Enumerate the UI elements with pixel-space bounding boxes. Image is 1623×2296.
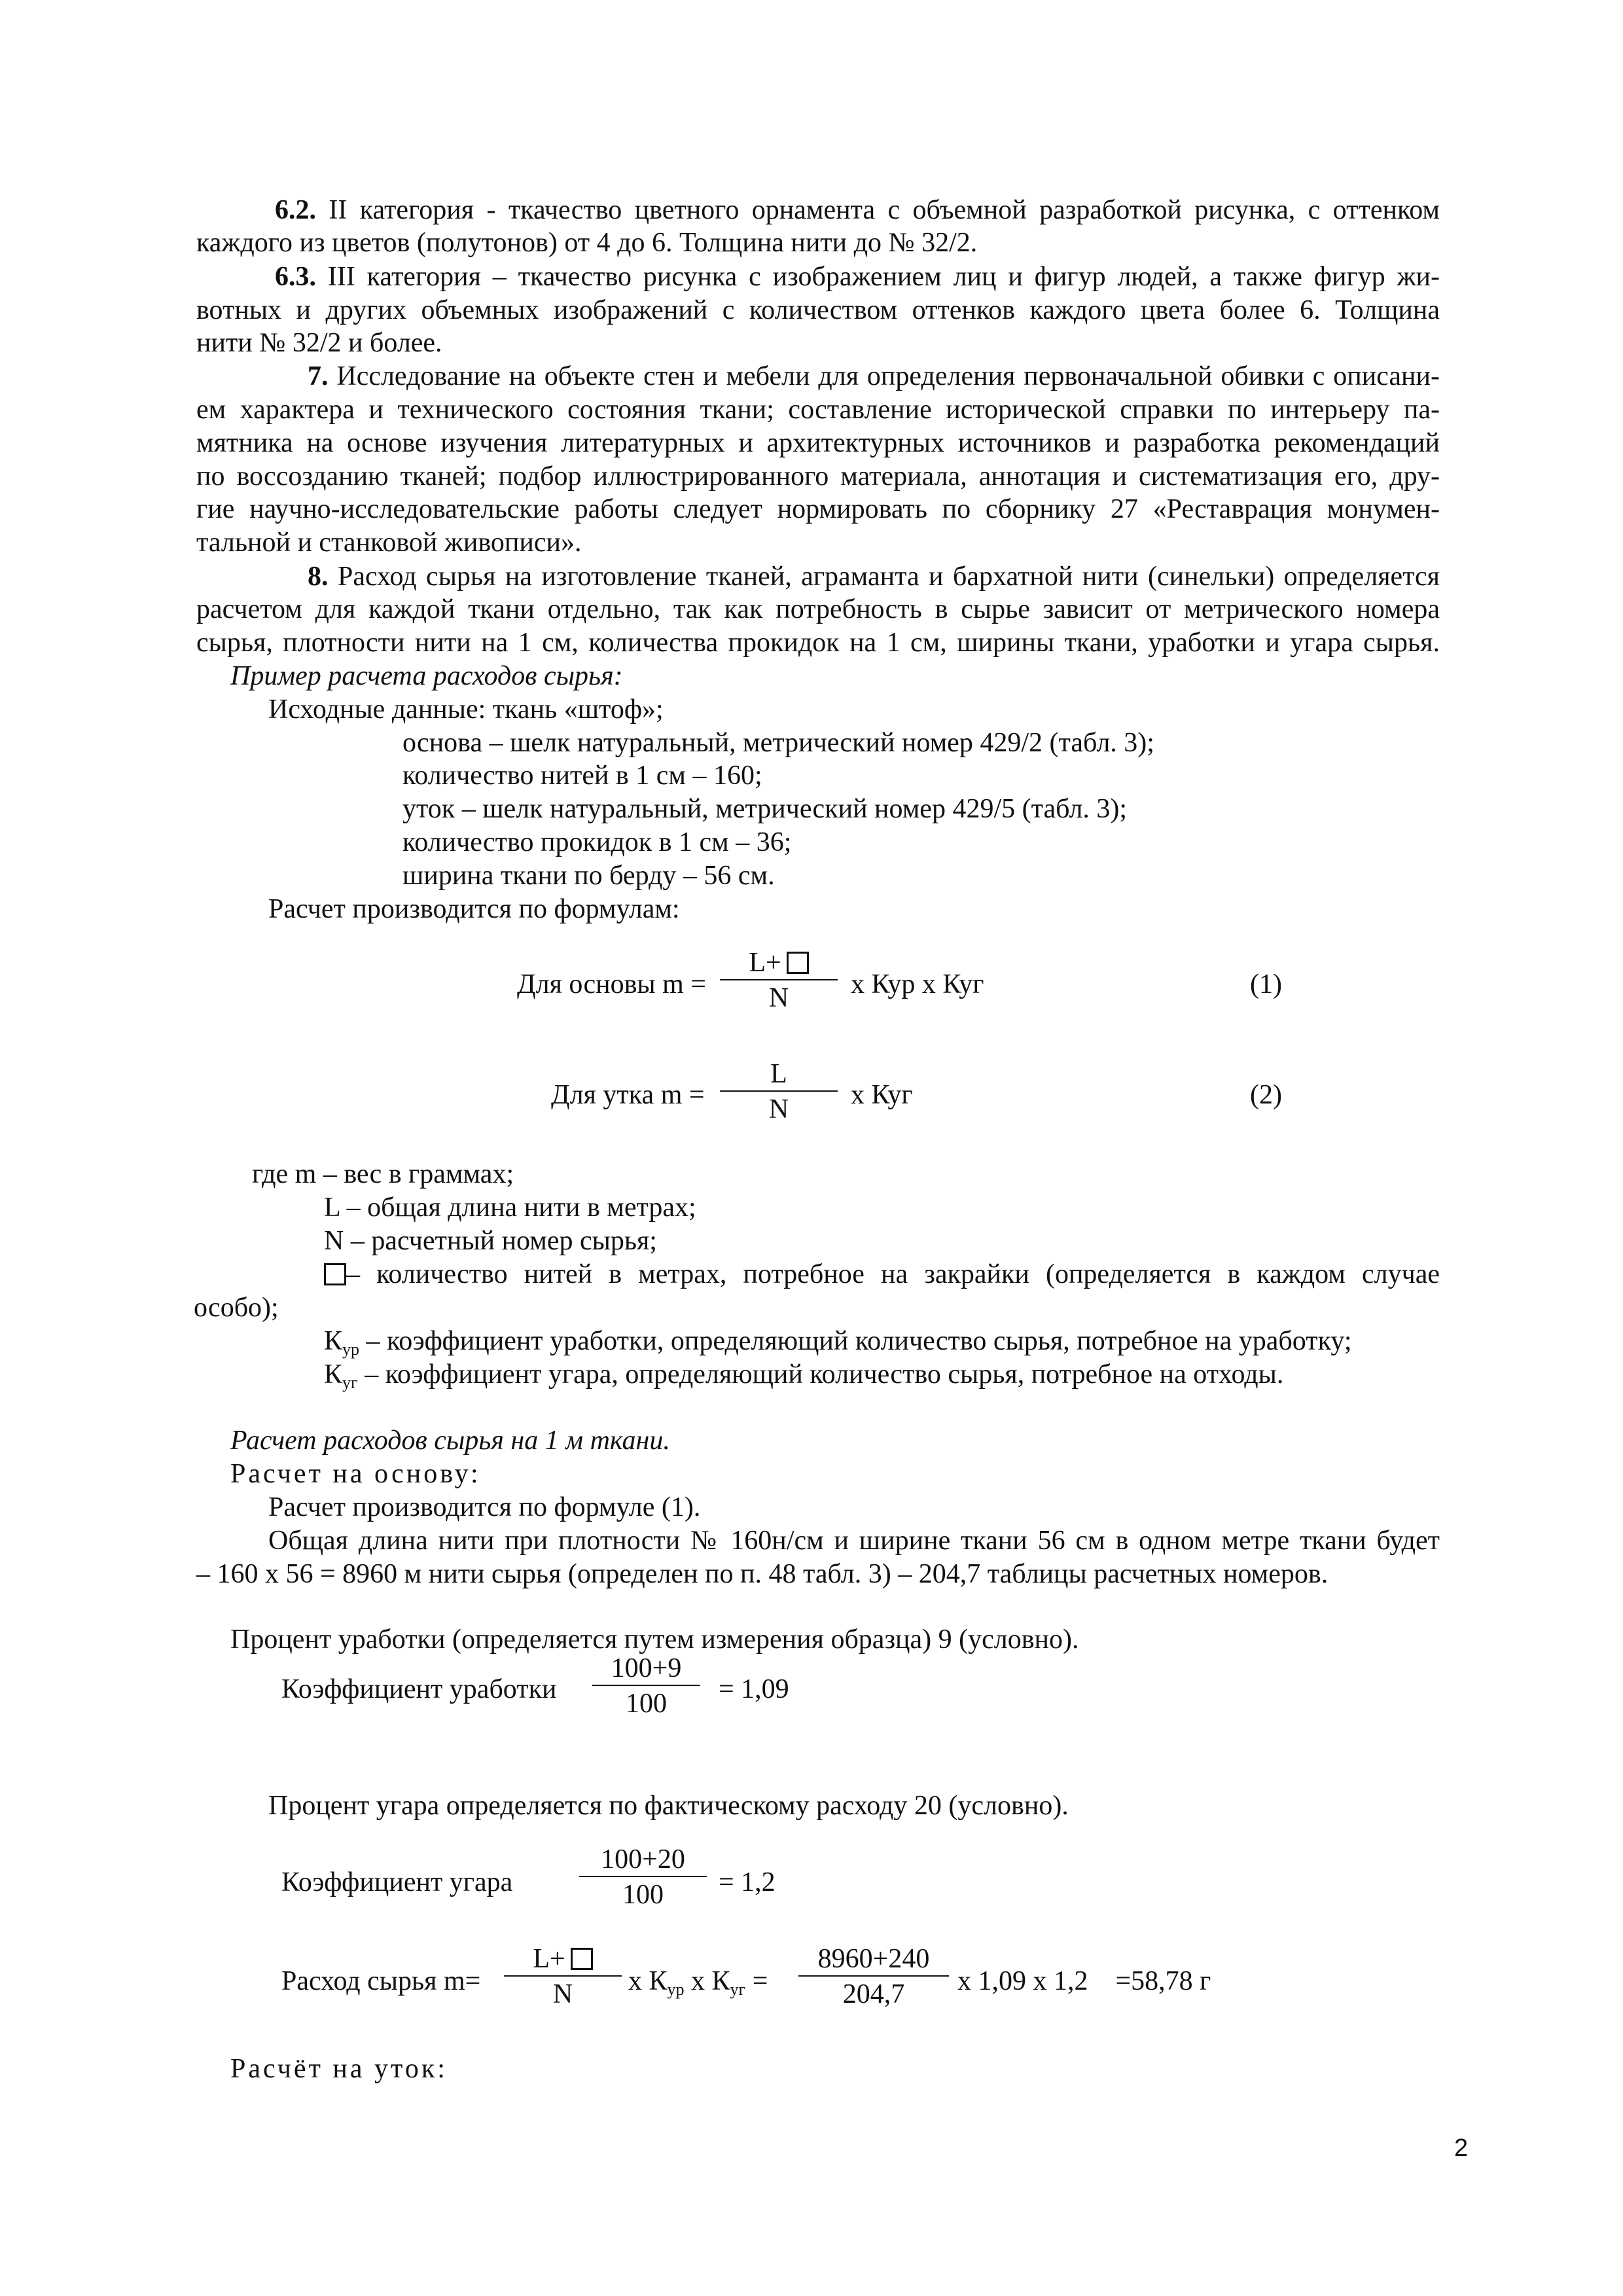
where-N: N – расчетный номер сырья; [324, 1226, 657, 1256]
where-kug: $К_{уг}$ – коэффициент угара, определяющий количество сырья, потребное на отходы. [324, 1359, 1284, 1392]
selvage-box-icon [324, 1263, 346, 1285]
shrink-label: Коэффициент уработки [281, 1674, 557, 1704]
calc-length-line-1: Общая длина нити при плотности № 160н/см и ширине ткани 56 см в одном метре ткани будет [268, 1526, 1440, 1556]
example-heading: Пример расчета расходов сырья: [230, 661, 623, 691]
consumption-label: Расход сырья m= [281, 1966, 481, 1996]
formula-1-tail: x Кур x Куг [851, 969, 984, 999]
para-7-line-6: тальной и станковой живописи». [196, 528, 582, 558]
selvage-box-icon [571, 1948, 593, 1970]
calc-length-line-2: – 160 x 56 = 8960 м нити сырья (определен по п. 48 табл. 3) – 204,7 таблицы расчетных номеров. [196, 1559, 1329, 1589]
waste-numerator: 100+20 [579, 1846, 707, 1877]
para-7-line-1: 7. Исследование на объекте стен и мебели для определения первоначальной обивки с описани- [308, 361, 1440, 391]
para-6-3-line-3: нити № 32/2 и более. [196, 328, 442, 358]
para-6-3-line-1: 6.3. III категория – ткачество рисунка с изображением лиц и фигур людей, а также фигур жи- [275, 262, 1440, 292]
para-6-3-line-2: вотных и других объемных изображений с количеством оттенков каждого цвета более 6. Толщина [196, 295, 1440, 325]
consumption-values-numerator: 8960+240 [798, 1945, 949, 1977]
example-item: количество прокидок в 1 см – 36; [402, 827, 792, 857]
where-m: где m – вес в граммах; [252, 1159, 514, 1189]
calc-heading: Расчет расходов сырья на 1 м ткани. [230, 1426, 670, 1456]
example-item: уток – шелк натуральный, метрический номер 429/5 (табл. 3); [402, 794, 1128, 824]
shrink-fraction [592, 1655, 700, 1717]
formula-1-numerator: L+ [749, 948, 781, 978]
formula-1-fraction [720, 949, 838, 1012]
waste-label: Коэффициент угара [281, 1867, 513, 1897]
where-L: L – общая длина нити в метрах; [324, 1193, 696, 1223]
formula-1-denominator: N [768, 983, 789, 1013]
example-initial: Исходные данные: ткань «штоф»; [268, 694, 664, 725]
formula-2-numerator: L [720, 1060, 838, 1092]
para-8-line-1: 8. Расход сырья на изготовление тканей, аграманта и бархатной нити (синельки) определяется [308, 562, 1440, 592]
shrink-numerator: 100+9 [592, 1655, 700, 1686]
example-item: основа – шелк натуральный, метрический номер 429/2 (табл. 3); [402, 728, 1154, 758]
para-7-number: 7. [308, 361, 329, 391]
formula-2-tail: x Куг [851, 1080, 913, 1110]
para-6-2-number: 6.2. [275, 195, 316, 225]
para-6-2-line-2: каждого из цветов (полутонов) от 4 до 6. Толщина нити до № 32/2. [196, 228, 978, 258]
consumption-coefficients: x $К_{ур}$ x $К_{уг}$ = [628, 1966, 768, 1999]
consumption-numerator: L+ [533, 1944, 565, 1974]
formula-2-number: (2) [1250, 1080, 1282, 1110]
para-6-2-line-1: 6.2. II категория - ткачество цветного орнамента с объемной разработкой рисунка, с оттенком [275, 195, 1440, 225]
calc-weft-heading: Расчёт на уток: [230, 2054, 448, 2084]
consumption-result: x 1,09 x 1,2 =58,78 г [957, 1966, 1211, 1996]
page-number: 2 [1454, 2134, 1469, 2162]
where-box-cont: особо); [194, 1293, 279, 1323]
where-box-line: – количество нитей в метрах, потребное на закрайки (определяется в каждом случае [324, 1261, 1440, 1288]
para-8-number: 8. [308, 562, 329, 592]
selvage-box-icon [787, 952, 809, 974]
para-8-line-2: расчетом для каждой ткани отдельно, так как потребность в сырье зависит от метрического номера [196, 594, 1440, 624]
formula-2-label: Для утка m = [551, 1080, 705, 1110]
calc-by-formula: Расчет производится по формуле (1). [268, 1492, 701, 1522]
waste-percent: Процент угара определяется по фактическому расходу 20 (условно). [268, 1791, 1069, 1821]
formula-1-label: Для основы m = [517, 969, 706, 999]
calc-base-heading: Расчет на основу: [230, 1459, 481, 1489]
shrink-result: = 1,09 [719, 1674, 789, 1704]
formula-2-denominator: N [768, 1094, 789, 1124]
shrink-denominator: 100 [626, 1689, 667, 1719]
consumption-values-denominator: 204,7 [842, 1979, 905, 2009]
para-6-3-number: 6.3. [275, 262, 316, 292]
waste-result: = 1,2 [719, 1867, 776, 1897]
para-7-line-4: по воссозданию тканей; подбор иллюстрированного материала, аннотация и систематизация его, дру- [196, 461, 1440, 492]
calc-by-formulas: Расчет производится по формулам: [268, 894, 680, 924]
waste-fraction [579, 1846, 707, 1909]
example-item: количество нитей в 1 см – 160; [402, 761, 762, 791]
formula-1-number: (1) [1250, 969, 1282, 999]
para-7-line-3: мятника на основе изучения литературных и архитектурных источников и разработка рекомендаций [196, 428, 1440, 458]
para-7-line-5: гие научно-исследовательские работы следует нормировать по сборнику 27 «Реставрация монумен- [196, 494, 1440, 524]
formula-2-fraction [720, 1060, 838, 1123]
consumption-fraction [504, 1945, 622, 2008]
example-item: ширина ткани по берду – 56 см. [402, 861, 775, 891]
para-8-line-3: сырья, плотности нити на 1 см, количества прокидок на 1 см, ширины ткани, уработки и угара сырья. [196, 628, 1440, 658]
shrink-percent: Процент уработки (определяется путем измерения образца) 9 (условно). [230, 1624, 1079, 1655]
consumption-denominator: N [552, 1979, 573, 2009]
para-7-line-2: ем характера и технического состояния ткани; составление исторической справки по интерьеру па- [196, 395, 1440, 425]
waste-denominator: 100 [622, 1880, 664, 1910]
consumption-fraction-values [798, 1945, 949, 2008]
where-kur: $К_{ур}$ – коэффициент уработки, определяющий количество сырья, потребное на уработку; [324, 1326, 1352, 1359]
